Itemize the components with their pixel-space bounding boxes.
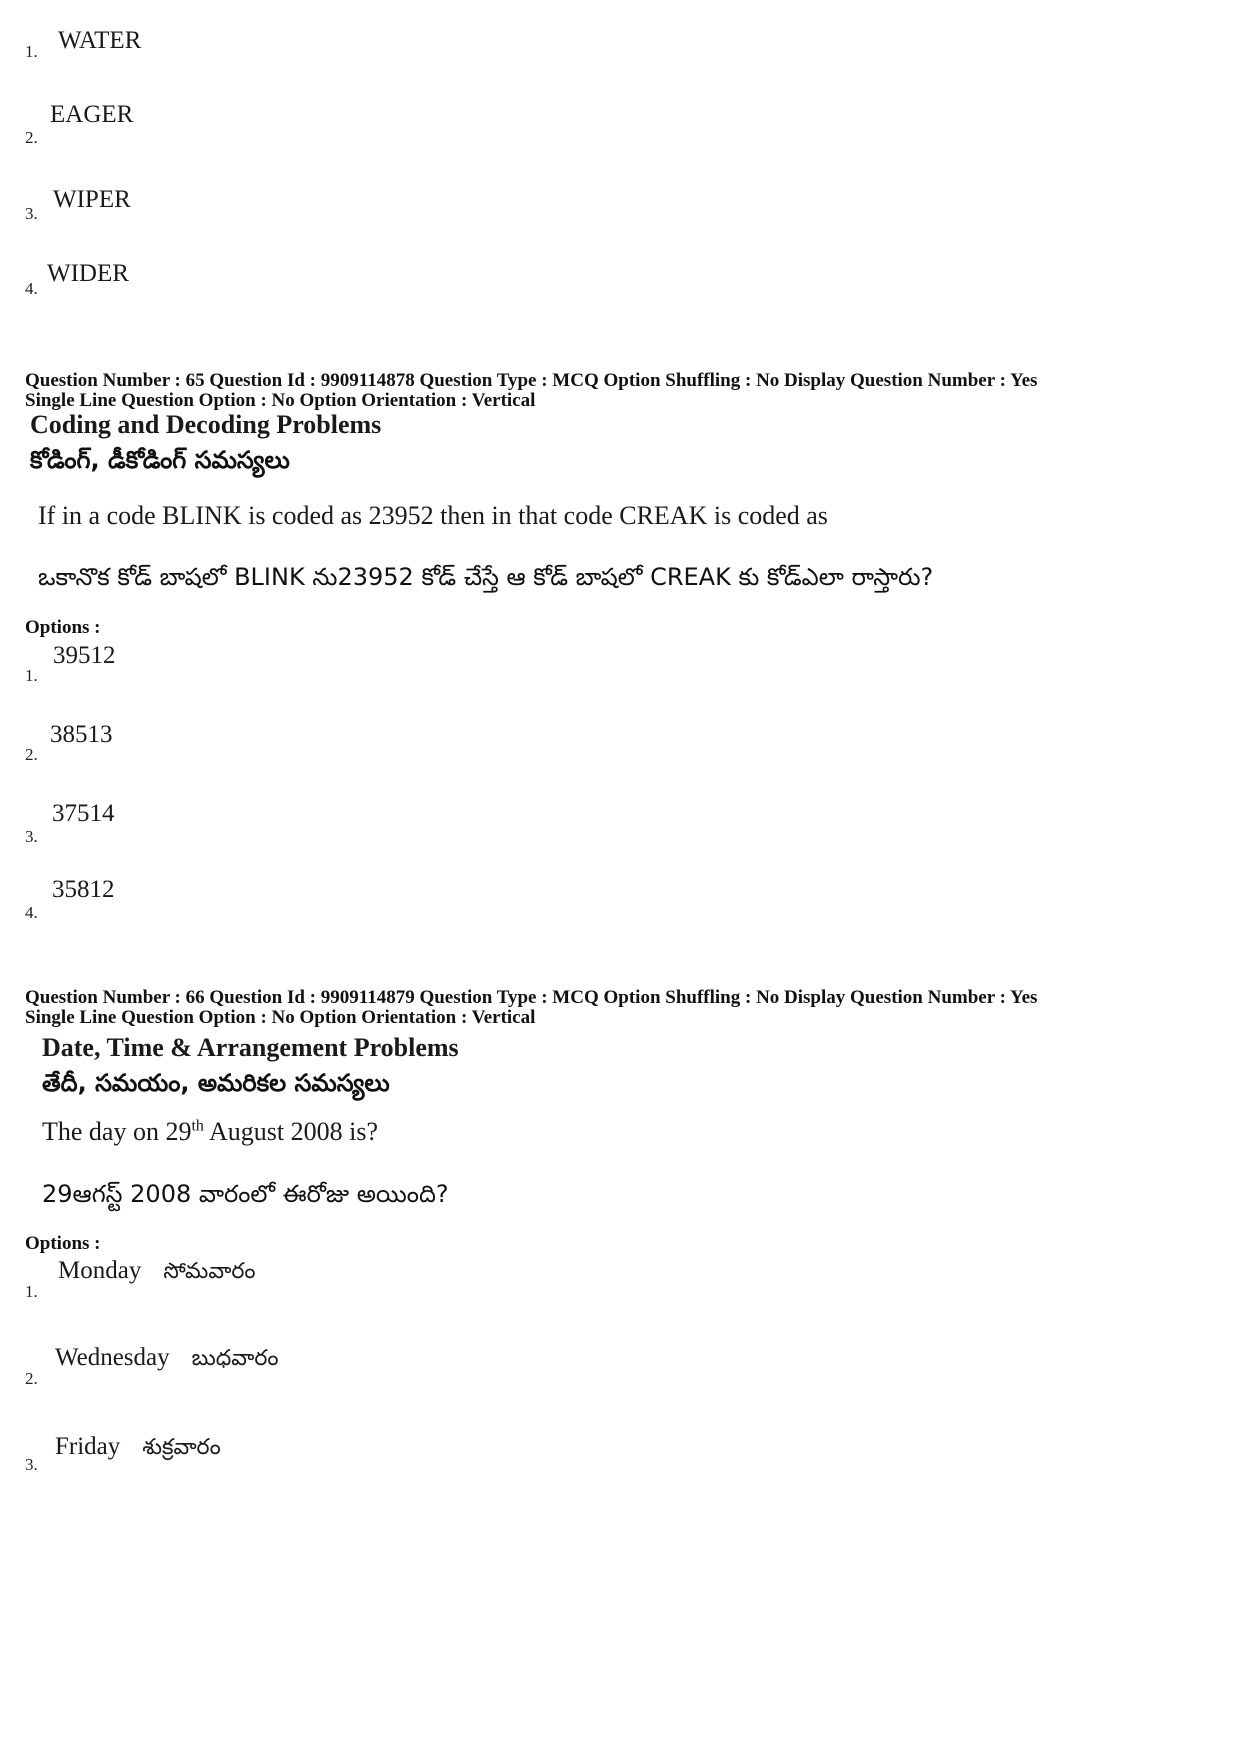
question-text-te: 29ఆగస్ట్ 2008 వారంలో ఈరోజు అయింది? bbox=[42, 1180, 449, 1208]
option-number: 4. bbox=[25, 279, 38, 298]
options-label: Options : bbox=[25, 617, 101, 638]
option-number: 4. bbox=[25, 903, 38, 922]
option-number: 2. bbox=[25, 1369, 38, 1388]
topic-title-en: Coding and Decoding Problems bbox=[30, 410, 382, 439]
option-number: 3. bbox=[25, 1455, 38, 1474]
question-text-en: If in a code BLINK is coded as 23952 then in that code CREAK is coded as bbox=[38, 501, 828, 530]
question-meta-line1: Question Number : 66 Question Id : 9909114879 Question Type : MCQ Option Shuffling : No Display Question Number : Yes bbox=[25, 987, 1038, 1008]
option-text: WATER bbox=[58, 27, 142, 54]
question-text-te: ఒకానొక కోడ్ బాషలో BLINK ను23952 కోడ్ చేస్తే ఆ కోడ్ బాషలో CREAK కు కోడ్ఎలా రాస్తారు? bbox=[38, 563, 934, 591]
option-text: 35812 bbox=[52, 876, 115, 903]
topic-title-en: Date, Time & Arrangement Problems bbox=[42, 1033, 459, 1062]
option-text-en: Monday bbox=[58, 1257, 142, 1284]
option-text bbox=[55, 1433, 221, 1465]
question-text-en-sup: th bbox=[191, 1117, 204, 1135]
question-meta-line2: Single Line Question Option : No Option Orientation : Vertical bbox=[25, 390, 536, 411]
option-text: 37514 bbox=[52, 800, 115, 827]
option-text: EAGER bbox=[50, 101, 134, 128]
topic-title-te: కోడింగ్, డీకోడింగ్ సమస్యలు bbox=[30, 446, 290, 474]
option-text: WIPER bbox=[53, 186, 131, 213]
option-text-te: బుధవారం bbox=[191, 1346, 279, 1371]
option-number: 2. bbox=[25, 745, 38, 764]
option-number: 3. bbox=[25, 827, 38, 846]
option-number: 1. bbox=[25, 1282, 38, 1301]
option-text-te: సోమవారం bbox=[163, 1259, 256, 1284]
question-text-en-pre: The day on 29 bbox=[42, 1117, 192, 1146]
option-number: 2. bbox=[25, 128, 38, 147]
option-number: 1. bbox=[25, 42, 38, 61]
option-text-en: Friday bbox=[55, 1433, 121, 1460]
option-text bbox=[58, 1257, 256, 1289]
question-meta-line2: Single Line Question Option : No Option Orientation : Vertical bbox=[25, 1007, 536, 1028]
option-number: 1. bbox=[25, 666, 38, 685]
options-label: Options : bbox=[25, 1233, 101, 1254]
option-text: WIDER bbox=[47, 260, 129, 287]
option-text: 38513 bbox=[50, 721, 113, 748]
option-text: 39512 bbox=[53, 642, 116, 669]
question-text-en-post: August 2008 is? bbox=[203, 1117, 378, 1146]
option-text-te: శుక్రవారం bbox=[142, 1435, 221, 1460]
question-text-en bbox=[42, 1117, 378, 1147]
topic-title-te: తేదీ, సమయం, అమరికల సమస్యలు bbox=[42, 1069, 390, 1097]
question-meta-line1: Question Number : 65 Question Id : 9909114878 Question Type : MCQ Option Shuffling : No Display Question Number : Yes bbox=[25, 370, 1038, 391]
option-text bbox=[55, 1344, 279, 1376]
option-text-en: Wednesday bbox=[55, 1344, 170, 1371]
option-number: 3. bbox=[25, 204, 38, 223]
